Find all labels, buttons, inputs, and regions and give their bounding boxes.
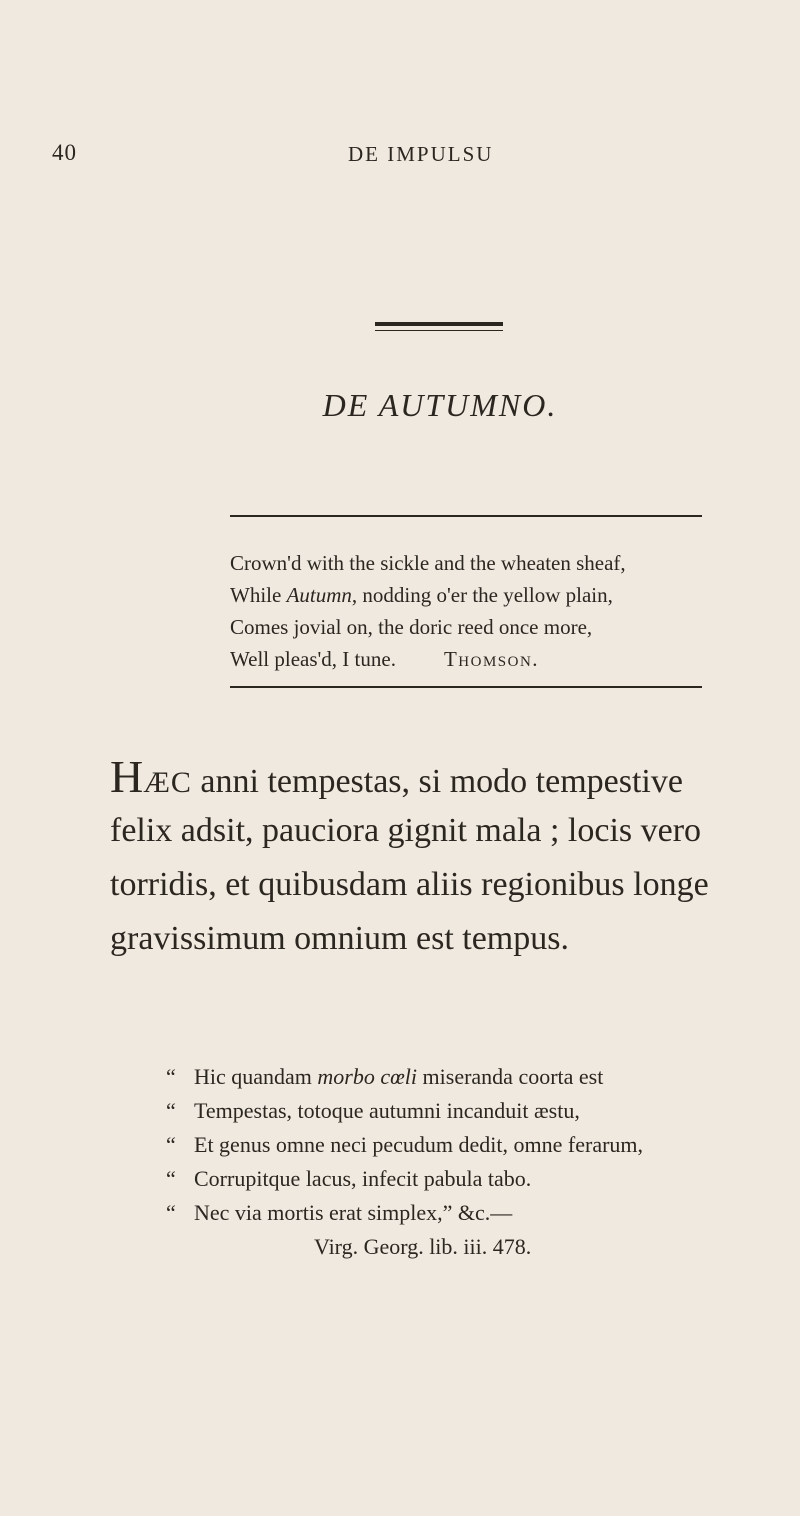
epigraph-rule-top bbox=[230, 515, 702, 517]
body-line: torridis, et quibusdam aliis regionibus longe bbox=[110, 866, 709, 903]
quote-text: miseranda coorta est bbox=[417, 1064, 604, 1089]
quote-line bbox=[166, 1196, 786, 1230]
body-text: anni tempestas, si modo tempestive bbox=[191, 763, 683, 800]
epigraph-attribution: Thomson. bbox=[443, 647, 540, 671]
quote-mark: “ bbox=[166, 1132, 176, 1157]
quote-italic: morbo cœli bbox=[317, 1064, 418, 1089]
quote-line bbox=[166, 1162, 786, 1196]
epigraph-italic: Autumn bbox=[286, 583, 352, 607]
quote-text: Corrupitque lacus, infecit pabula tabo. bbox=[194, 1166, 532, 1191]
epigraph-line bbox=[230, 643, 730, 675]
quote-line bbox=[166, 1060, 786, 1094]
body-line: gravissimum omnium est tempus. bbox=[110, 920, 569, 957]
section-title: DE AUTUMNO. bbox=[322, 387, 558, 423]
block-quote bbox=[166, 1060, 786, 1264]
quote-mark: “ bbox=[166, 1098, 176, 1123]
quote-mark: “ bbox=[166, 1200, 176, 1225]
page-header bbox=[0, 140, 800, 180]
epigraph-text: Well pleas'd, I tune. bbox=[230, 647, 396, 671]
quote-text: Hic quandam bbox=[194, 1064, 318, 1089]
quote-line bbox=[166, 1094, 786, 1128]
body-line bbox=[110, 750, 780, 804]
quote-text: Et genus omne neci pecudum dedit, omne ferarum, bbox=[194, 1132, 644, 1157]
epigraph-text: While bbox=[230, 583, 287, 607]
body-paragraph bbox=[110, 750, 780, 966]
quote-line bbox=[166, 1128, 786, 1162]
epigraph-rule-bottom bbox=[230, 686, 702, 688]
quote-mark: “ bbox=[166, 1064, 176, 1089]
epigraph-line bbox=[230, 579, 730, 611]
ornamental-rule-thick bbox=[375, 322, 503, 326]
quote-mark: “ bbox=[166, 1166, 176, 1191]
epigraph bbox=[230, 547, 730, 675]
running-head: DE IMPULSU bbox=[348, 142, 494, 166]
small-caps-text: ÆC bbox=[143, 766, 192, 799]
epigraph-line: Crown'd with the sickle and the wheaten sheaf, bbox=[230, 551, 626, 575]
body-line: felix adsit, pauciora gignit mala ; locis vero bbox=[110, 812, 702, 849]
drop-cap: H bbox=[110, 751, 144, 802]
quote-text: Nec via mortis erat simplex,” &c.— bbox=[194, 1200, 513, 1225]
epigraph-line: Comes jovial on, the doric reed once more, bbox=[230, 615, 593, 639]
epigraph-text: , nodding o'er the yellow plain, bbox=[351, 583, 613, 607]
ornamental-rule-thin bbox=[375, 330, 503, 331]
page-number: 40 bbox=[52, 140, 77, 165]
quote-text: Tempestas, totoque autumni incanduit æstu, bbox=[194, 1098, 580, 1123]
quote-citation: Virg. Georg. lib. iii. 478. bbox=[314, 1234, 532, 1259]
